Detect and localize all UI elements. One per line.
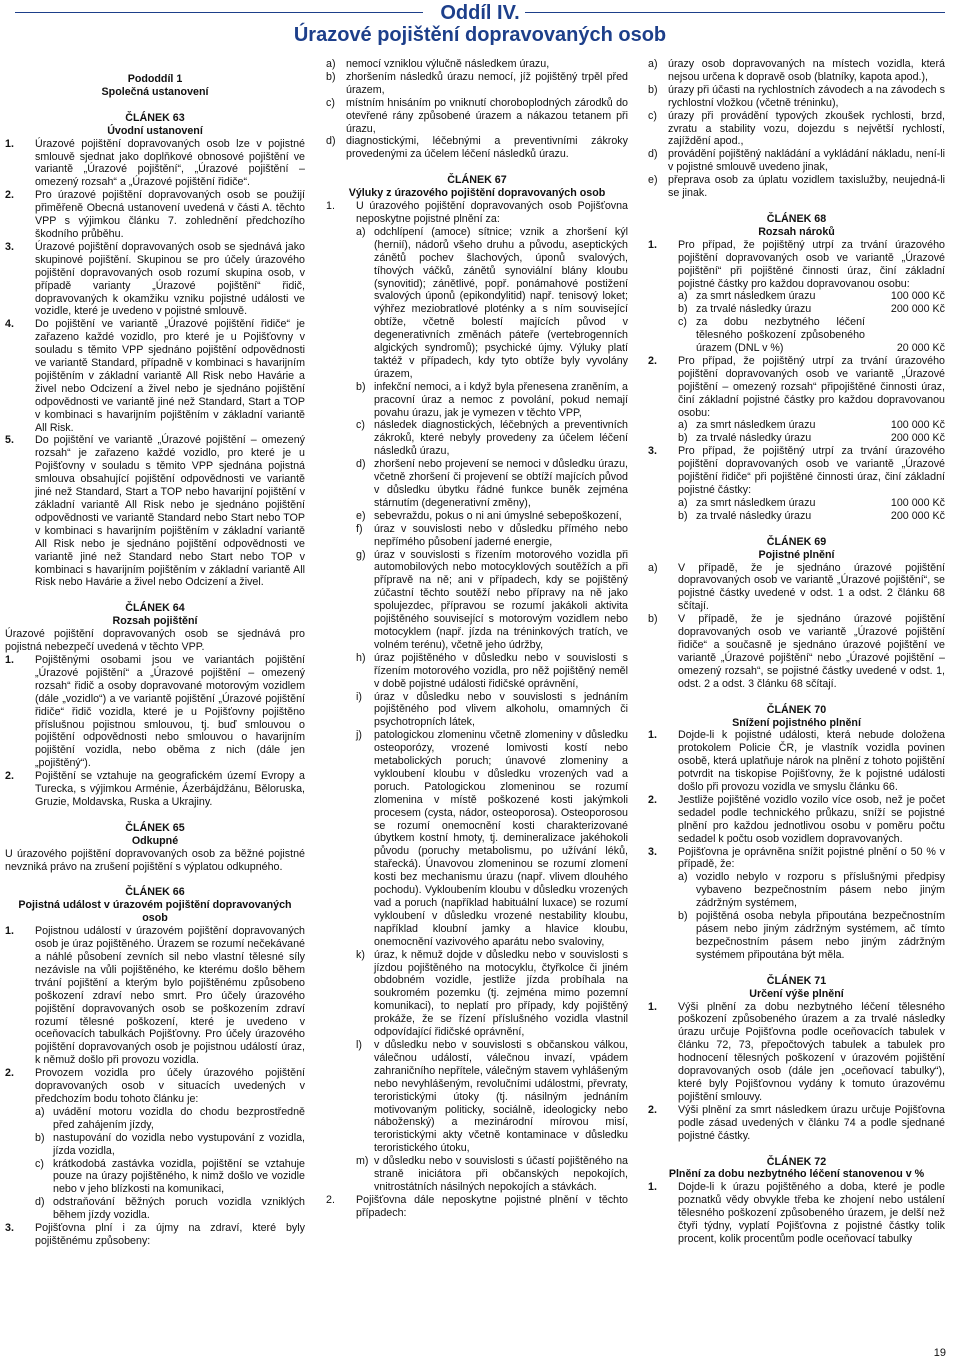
- article-64-title: Rozsah pojištění: [112, 615, 198, 628]
- list-item: e) sebevraždu, pokus o ni ani úmyslné sebepoškození,: [356, 509, 622, 522]
- column-middle: [326, 58, 628, 1220]
- clause: 4. Do pojištění ve variantě „Úrazové pojištění řidiče“ je zařazeno každé vozidlo, pro které je u Pojišťovny v souladu s těmito VPP sjednáno pojištění odpovědnosti ve variantě Standard, případně v kombinaci s havarijním pojištěním v základní variantě All Risk nebo Havárie a živel nebo Odcizení a živel nebo je sjednáno pojištění odpovědnosti ve variantě jiné než Standard, Start a TOP v kombinaci s havarijním pojištěním v základní variantě All Risk.: [5, 318, 305, 434]
- list-item: e) přeprava osob za úplatu vozidlem taxislužby, neujedná-li se jinak.: [648, 174, 945, 200]
- page-number: 19: [933, 1347, 946, 1359]
- amount-row: a) za smrt následkem úrazu 100 000 Kč: [678, 419, 945, 432]
- article-63-title: Úvodní ustanovení: [107, 124, 203, 137]
- list-item: b) infekční nemoci, a i když byla přenesena zraněním, a pracovní úraz a nemoc z povolání, pokud nemají povahu úrazu, jak je vymezen v těchto VPP,: [356, 380, 628, 419]
- amount-row: a) za smrt následkem úrazu 100 000 Kč: [678, 496, 945, 509]
- clause: 1. Pojištěnými osobami jsou ve variantách pojištění „Úrazové pojištění“ a „Úrazové pojištění – omezený rozsah“ řidič a osoby dopravované motorovým vozidlem (dále „vozidlo“) a ve variantě pojištění „Úrazové pojištění řidiče“ řidič vozidla, které je u Pojišťovny pojištěno příslušnou pojistnou smlouvou, tj. buď smlouvou o pojištění odpovědnosti nebo smlouvou o havarijním pojištění vozidla, nebo oběma z nich (dále jen „pojištěný“).: [5, 653, 305, 770]
- article-72-title: Plnění za dobu nezbytného léčení stanovenou v %: [668, 1168, 925, 1181]
- section-header: [0, 0, 960, 52]
- amount-row: b) za trvalé následky úrazu 200 000 Kč: [678, 509, 945, 522]
- article-70-title: Snížení pojistného plnění: [732, 716, 861, 729]
- article-70-heading: ČLÁNEK 70: [766, 703, 827, 716]
- list-item: b) pojištěná osoba nebyla připoutána bezpečnostním pásem nebo jiným zádržným systémem, ač tímto bezpečnostním pásem nebo jiným zádržným systémem připoutána být měla.: [678, 910, 945, 961]
- list-item: a) vozidlo nebylo v rozporu s příslušnými předpisy vybaveno bezpečnostním pásem nebo jiným zádržným systémem,: [678, 871, 945, 910]
- list-item: b) nastupování do vozidla nebo vystupování z vozidla, jízda vozidla,: [35, 1131, 305, 1157]
- clause: 1. Výši plnění za dobu nezbytného léčení tělesného poškození způsobeného úrazem a za trvalé následky úrazu určuje Pojišťovna podle oceňovacích tabulek v článku 72, 73, přepočtových tabulek a tabulek pro hodnocení tělesných poškození v úrazovém pojištění dopravovaných osob (dále jen „oceňovací tabulky“), které byly Pojišťovnou vydány k tomuto úrazovému pojištění smlouvy.: [648, 1000, 945, 1103]
- article-68-title: Rozsah nároků: [758, 225, 835, 238]
- clause: 3. Pojišťovna plní i za újmy na zdraví, které byly pojištěnému způsobeny:: [5, 1222, 305, 1247]
- article-67-title: Výluky z úrazového pojištění dopravovaných osob: [348, 187, 606, 200]
- clause: 1. Úrazové pojištění dopravovaných osob lze v pojistné smlouvě sjednat jako doplňkové obnosové pojištění ve variantě „Úrazové pojištění“, „Úrazové pojištění – omezený rozsah“ a „Úrazové pojištění řidiče“.: [5, 137, 305, 189]
- column-left: [5, 60, 305, 1248]
- paragraph: Úrazové pojištění dopravovaných osob se sjednává pro pojistná nebezpečí uvedená v těchto VPP.: [5, 628, 305, 654]
- article-66-title: Pojistná událost v úrazovém pojištění dopravovaných osob: [18, 899, 292, 925]
- article-69-title: Pojistné plnění: [758, 548, 835, 561]
- list-item: a) uvádění motoru vozidla do chodu bezprostředně před zahájením jízdy,: [35, 1105, 305, 1131]
- article-68-heading: ČLÁNEK 68: [766, 212, 827, 225]
- clause: 1. Dojde-li k úrazu pojištěného a doba, které je podle poznatků vědy obvykle třeba ke zhojení nebo ustálení tělesného poškození způsobeného úrazem, je delší než čtyři týdny, vyplatí Pojišťovna z pojistné částky tolik procent, kolik procentům podle oceňovací tabulky: [648, 1181, 945, 1245]
- list-item: a) nemocí vzniklou výlučně následkem úrazu,: [326, 58, 550, 70]
- list-item: a) odchlípení (amoce) sítnice; vznik a zhoršení kýl (hernií), nádorů všeho druhu a původu, aseptických zánětů pochev šlachových, úponů svalových, tíhových váčků, zánětů synoviální blány kloubu (synovitid); zánětlivé, popř. ponámahové postižení svalových úponů (epikondylitid) např. tenisový loket; výhřez meziobratlové ploténky a s ním související obtíže, včetně bolestí majících původ v degenerativních změnách páteře (vertebrogenních algických syndromů); psychické újmy. Výluky platí taktéž v případech, kdy tyto obtíže byly vyvolány úrazem,: [356, 225, 628, 380]
- article-64-heading: ČLÁNEK 64: [125, 602, 185, 615]
- section-subtitle: Úrazové pojištění dopravovaných osob: [293, 24, 667, 46]
- article-71-title: Určení výše plnění: [749, 987, 844, 1000]
- list-item: b) zhoršením následků úrazu nemocí, jíž pojištěný trpěl před úrazem,: [326, 70, 628, 96]
- article-72-heading: ČLÁNEK 72: [766, 1155, 827, 1168]
- list-item: c) krátkodobá zastávka vozidla, pojištění se vztahuje pouze na úrazy pojištěného, k nimž došlo ve vozidle nebo v jeho blízkosti na komunikaci,: [35, 1157, 305, 1196]
- list-item: a) úrazy osob dopravovaných na místech vozidla, která nejsou určena k dopravě osob (blatníky, kapota apod.),: [648, 58, 945, 83]
- clause: 1. Dojde-li k pojistné události, která nebude doložena protokolem Policie ČR, je vlastník vozidla povinen osobě, která uplatňuje nárok na plnění z tohoto pojištění potvrdit na tiskopise Pojišťovny, že k pojistné události došlo při provozu vozidla ve smyslu článku 66.: [648, 729, 945, 794]
- clause: 1. U úrazového pojištění dopravovaných osob Pojišťovna neposkytne pojistné plnění za:: [326, 200, 628, 225]
- clause: 2. Výši plnění za smrt následkem úrazu určuje Pojišťovna podle zásad uvedených v článku 74 a podle sjednané pojistné částky.: [648, 1103, 945, 1142]
- clause: 3. Úrazové pojištění dopravovaných osob se sjednává jako skupinové pojištění. Skupinou se pro účely úrazového pojištění dopravovaných osob rozumí skupina osob, v případě varianty „Úrazové pojištění“ řidič, dopravovaných k okamžiku vzniku pojistné události ve vozidle, které je uvedeno v pojistné smlouvě.: [5, 240, 305, 318]
- clause: a) V případě, že je sjednáno úrazové pojištění dopravovaných osob ve variantě „Úrazové pojištění“, se pojistné částky uvedené v odst. 1 a odst. 2 článku 68 sčítají.: [648, 561, 945, 613]
- section-title: Oddíl IV.: [440, 2, 520, 24]
- list-item: g) úraz v souvislosti s řízením motorového vozidla při automobilových nebo motocyklových soutěžích a při přípravě na ně; ani v případech, kdy se pojištěný zúčastní těchto soutěží nebo přípravy na ně jako spolujezdec, přípravou se rozumí jakákoli aktivita pojištěného související s motorovým vozidlem nebo motocyklem (např. jízda na tréninkových tratích, ve volném terénu), včetně jeho údržby,: [356, 548, 628, 651]
- paragraph: U úrazového pojištění dopravovaných osob za běžné pojistné nevzniká právo na zrušení pojištění s výplatou odkupného.: [5, 847, 305, 873]
- article-66-heading: ČLÁNEK 66: [125, 886, 185, 899]
- list-item: l) v důsledku nebo v souvislosti s občanskou válkou, válečnou událostí, válečnou invazí, vpádem zahraničního nepřítele, válečným stavem vyhlášeným nebo nevyhlášeným, revolučními událostmi, převraty, teroristickými útoky (tj. násilným jednáním motivovaným politicky, sociálně, ideologicky nebo náboženský) a mezinárodní mírovou misí, teroristickými akty včetně kontaminace v důsledku teroristického útoku,: [356, 1038, 628, 1155]
- amount-row: b) za trvalé následky úrazu 200 000 Kč: [678, 432, 945, 445]
- list-item: c) úrazy při provádění typových zkoušek rychlosti, brzd, zvratu a stability vozu, dojezdu s největší rychlostí, zajíždění apod.,: [648, 109, 945, 148]
- amount-row: a) za smrt následkem úrazu 100 000 Kč: [678, 290, 945, 303]
- list-item: c) následek diagnostických, léčebných a preventivních zákroků, které nebyly provedeny za účelem léčení následků úrazu,: [356, 419, 628, 458]
- list-item: d) odstraňování běžných poruch vozidla vzniklých během jízdy vozidla.: [35, 1196, 305, 1222]
- list-item: m) v důsledku nebo v souvislosti s účastí pojištěného na straně iniciátora při občanských nepokojích, vnitrostátních násilných nepokojích a stávkách.: [356, 1155, 628, 1193]
- list-item: c) místním hnisáním po vniknutí choroboplodných zárodků do otevřené rány způsobené úrazem a nákazou tetanem při úrazu,: [326, 96, 628, 135]
- list-item: f) úraz v souvislosti nebo v důsledku přímého nebo nepřímého působení jaderné energie,: [356, 522, 628, 548]
- clause: 3. Pro případ, že pojištěný utrpí za trvání úrazového pojištění dopravovaných osob ve variantě „Úrazové pojištění řidiče“ při pojištěné činnosti úraz, činí základní pojistné částky:: [648, 445, 945, 496]
- list-item: b) úrazy při účasti na rychlostních závodech a na závodech s rychlostní vložkou (včetně tréninku),: [648, 83, 945, 109]
- clause: 2. Pro případ, že pojištěný utrpí za trvání úrazového pojištění dopravovaných osob ve variantě „Úrazové pojištění – omezený rozsah“ připojištěné činnosti úraz, činí základní pojistné částky pro každou dopravovanou osobu:: [648, 354, 945, 419]
- subsection-heading: Pododdíl 1: [127, 73, 183, 85]
- clause: 1. Pro případ, že pojištěný utrpí za trvání úrazového pojištění dopravovaných osob ve variantě „Úrazové pojištění“ při pojištěné činnosti úraz, činí základní pojistné částky pro každou dopravovanou osobu:: [648, 238, 945, 290]
- article-65-heading: ČLÁNEK 65: [125, 821, 185, 834]
- clause: 2. Pojištění se vztahuje na geografickém území Evropy a Turecka, s výjimkou Arménie, Ázerbájdžánu, Běloruska, Gruzie, Moldavska, Ruska a Ukrajiny.: [5, 770, 305, 808]
- article-69-heading: ČLÁNEK 69: [766, 535, 827, 548]
- list-item: j) patologickou zlomeninu včetně zlomeniny v důsledku osteoporózy, vrozené lomivosti kostí nebo metabolických poruch; únavové zlomeniny a vykloubení kloubu v důsledku vrozených vad a poruch. Patologickou zlomeninou se rozumí zlomenina v místě poškozené kosti jakýmkoli procesem (cysta, nádor, osteoporosa). Osteoporosou se rozumí onemocnění kosti charakterizované úbytkem kostní hmoty, tj. demineralizace jakéhokoli původu (poruchy metabolismu, po užívání léků, stařecká). Únavovou zlomeninou se rozumí zlomení kosti bez mechanismu úrazu (např. vlivem dlouhého pochodu). Vykloubením kloubu v důsledku vrozených vad a poruch (například habituální luxace) se rozumí vykloubení v důsledku vrozené nestability kloubu, například kloubní jamky a hlavice kloubu, onemocnění vazivového aparátu nebo svaloviny,: [356, 729, 628, 948]
- clause: b) V případě, že je sjednáno úrazové pojištění dopravovaných osob ve variantě „Úrazové pojištění řidiče“ a současně je sjednáno úrazové pojištění ve variantě „Úrazové pojištění“ nebo „Úrazové pojištění – omezený rozsah“, se pojistné částky uvedené v odst. 1, odst. 2 a odst. 3 článku 68 sčítají.: [648, 613, 945, 690]
- clause: 2. Provozem vozidla pro účely úrazového pojištění dopravovaných osob v situacích uvedených v předchozím bodu tohoto článku je:: [5, 1067, 305, 1105]
- list-item: k) úraz, k němuž dojde v důsledku nebo v souvislosti s jízdou pojištěného na motocyklu, čtyřkolce či jiném obdobném vozidle, jestliže jízda probíhala na soukromém pozemku (tj. zejména mimo pozemní komunikaci), to neplatí pro případy, kdy pojištěný prokáže, že se řízení příslušného vozidla vlastnil odpovídající řidičské oprávnění,: [356, 948, 628, 1039]
- clause: 2. Jestliže pojištěné vozidlo vozilo více osob, než je počet sedadel podle technického průkazu, sníží se pojistné plnění pro každou jednotlivou osobu v poměru počtu sedadel k počtu osob vozidlem dopravovaných.: [648, 793, 945, 845]
- clause: 3. Pojišťovna je oprávněna snížit pojistné plnění o 50 % v případě, že:: [648, 845, 945, 871]
- column-right: [648, 58, 945, 1246]
- article-71-heading: ČLÁNEK 71: [766, 974, 827, 987]
- amount-row: b) za trvalé následky úrazu 200 000 Kč: [678, 303, 945, 316]
- clause: 1. Pojistnou událostí v úrazovém pojištění dopravovaných osob je úraz pojištěného. Úrazem se rozumí nečekávané a náhlé působení zevních sil nebo vlastní tělesné síly nezávisle na vůli pojištěného, ke kterému došlo během trvání pojištění a kterým bylo pojištěnému způsobeno poškození zdraví nebo smrt. Pro účely úrazového pojištění dopravovaných osob se poškozením zdraví rozumí tělesné poškození, které je uvedeno v oceňovacích tabulkách Pojišťovny. Pro účely úrazového pojištění dopravovaných osob je pojistnou událostí úraz, k němuž došlo při provozu vozidla.: [5, 925, 305, 1067]
- subsection-title: Společná ustanovení: [101, 85, 209, 98]
- article-65-title: Odkupné: [131, 834, 179, 847]
- amount-row: c) za dobu nezbytného léčení tělesného poškození způsobeného úrazem (DNL v %) 20 000 Kč: [678, 316, 945, 355]
- list-item: i) úraz v důsledku nebo v souvislosti s jednáním pojištěného pod vlivem alkoholu, omamných či psychotropních látek,: [356, 690, 628, 729]
- list-item: d) diagnostickými, léčebnými a preventivními zákroky provedenými za účelem léčení následků úrazu.: [326, 135, 628, 161]
- clause: 5. Do pojištění ve variantě „Úrazové pojištění – omezený rozsah“ je zařazeno každé vozidlo, pro které je u Pojišťovny v souladu s těmito VPP sjednána pojistná smlouva obsahující pojištění odpovědnosti ve variantě jiné než Standard, Start a TOP nebo havarijní pojištění v základní variantě All Risk nebo je sjednáno pojištění odpovědnosti ve variantě Standard nebo Start nebo TOP v kombinaci s havarijním pojištěním v základní variantě All Risk nebo je sjednáno pojištění odpovědnosti ve variantě jiné než Standard nebo Start nebo TOP v kombinaci s havarijním pojištěním v základní variantě All Risk nebo Havárie a živel nebo Odcizení a živel.: [5, 434, 305, 589]
- article-67-heading: ČLÁNEK 67: [447, 174, 507, 187]
- list-item: d) zhoršení nebo projevení se nemoci v důsledku úrazu, včetně zhoršení či projevení se obtíží majících původ v důsledku úbytku řádné funkce buněk zejména stárnutím (degenerativní změny),: [356, 458, 628, 509]
- list-item: h) úraz pojištěného v důsledku nebo v souvislosti s řízením motorového vozidla, pro něž pojištěný neměl v době pojistné události řidičské oprávnění,: [356, 651, 628, 690]
- article-63-heading: ČLÁNEK 63: [125, 111, 185, 124]
- clause: 2. Pojišťovna dále neposkytne pojistné plnění v těchto případech:: [326, 1193, 628, 1219]
- clause: 2. Pro úrazové pojištění dopravovaných osob se použijí přiměřeně Obecná ustanovení uvedená v části A. těchto VPP s výjimkou článku 7. zohlednění předchozího škodního průběhu.: [5, 189, 305, 240]
- list-item: d) provádění pojištěný nakládání a vykládání nákladu, není-li v pojistné smlouvě uvedeno jinak,: [648, 148, 945, 174]
